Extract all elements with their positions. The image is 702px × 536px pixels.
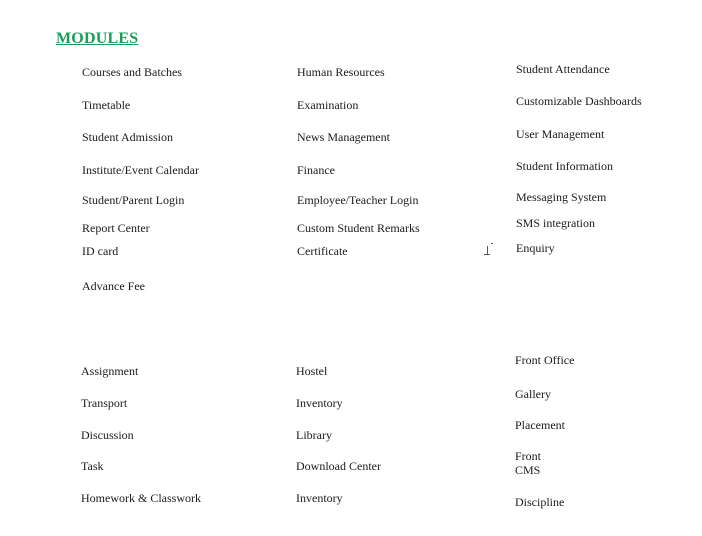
- module-item: Advance Fee: [82, 279, 145, 293]
- module-item: Inventory: [296, 491, 343, 505]
- module-item: Enquiry: [516, 241, 555, 255]
- module-item: Messaging System: [516, 190, 607, 204]
- module-item: Placement: [515, 418, 565, 432]
- text-cursor-mark: [484, 243, 493, 255]
- module-item: Front CMS: [515, 449, 542, 477]
- module-item: Gallery: [515, 387, 551, 401]
- module-item: Certificate: [297, 244, 348, 258]
- module-item: Timetable: [82, 98, 131, 112]
- module-item: ID card: [82, 244, 119, 258]
- module-item: Student Information: [516, 159, 613, 173]
- module-item: Homework & Classwork: [81, 491, 201, 505]
- module-item: Finance: [297, 163, 335, 177]
- module-item: Custom Student Remarks: [297, 221, 420, 235]
- module-item: Student Admission: [82, 130, 174, 144]
- module-item: Download Center: [296, 459, 381, 473]
- module-item: Customizable Dashboards: [516, 94, 642, 108]
- module-item: Task: [81, 459, 104, 473]
- module-item: News Management: [297, 130, 390, 144]
- module-item: Institute/Event Calendar: [82, 163, 199, 177]
- module-item: SMS integration: [516, 216, 596, 230]
- module-item: Courses and Batches: [82, 65, 182, 79]
- module-item: Student Attendance: [516, 62, 610, 76]
- page-title: MODULES: [56, 30, 139, 47]
- module-item: Employee/Teacher Login: [297, 193, 419, 207]
- module-item: Front Office: [515, 353, 575, 367]
- module-item: Examination: [297, 98, 359, 112]
- module-item: Inventory: [296, 396, 343, 410]
- module-item: Discipline: [515, 495, 565, 509]
- module-item: Discussion: [81, 428, 134, 442]
- module-item: Report Center: [82, 221, 150, 235]
- module-item: Student/Parent Login: [82, 193, 185, 207]
- module-item: Transport: [81, 396, 128, 410]
- module-item: Library: [296, 428, 332, 442]
- module-item: User Management: [516, 127, 605, 141]
- module-item: Assignment: [81, 364, 139, 378]
- module-item: Human Resources: [297, 65, 385, 79]
- module-item: Hostel: [296, 364, 328, 378]
